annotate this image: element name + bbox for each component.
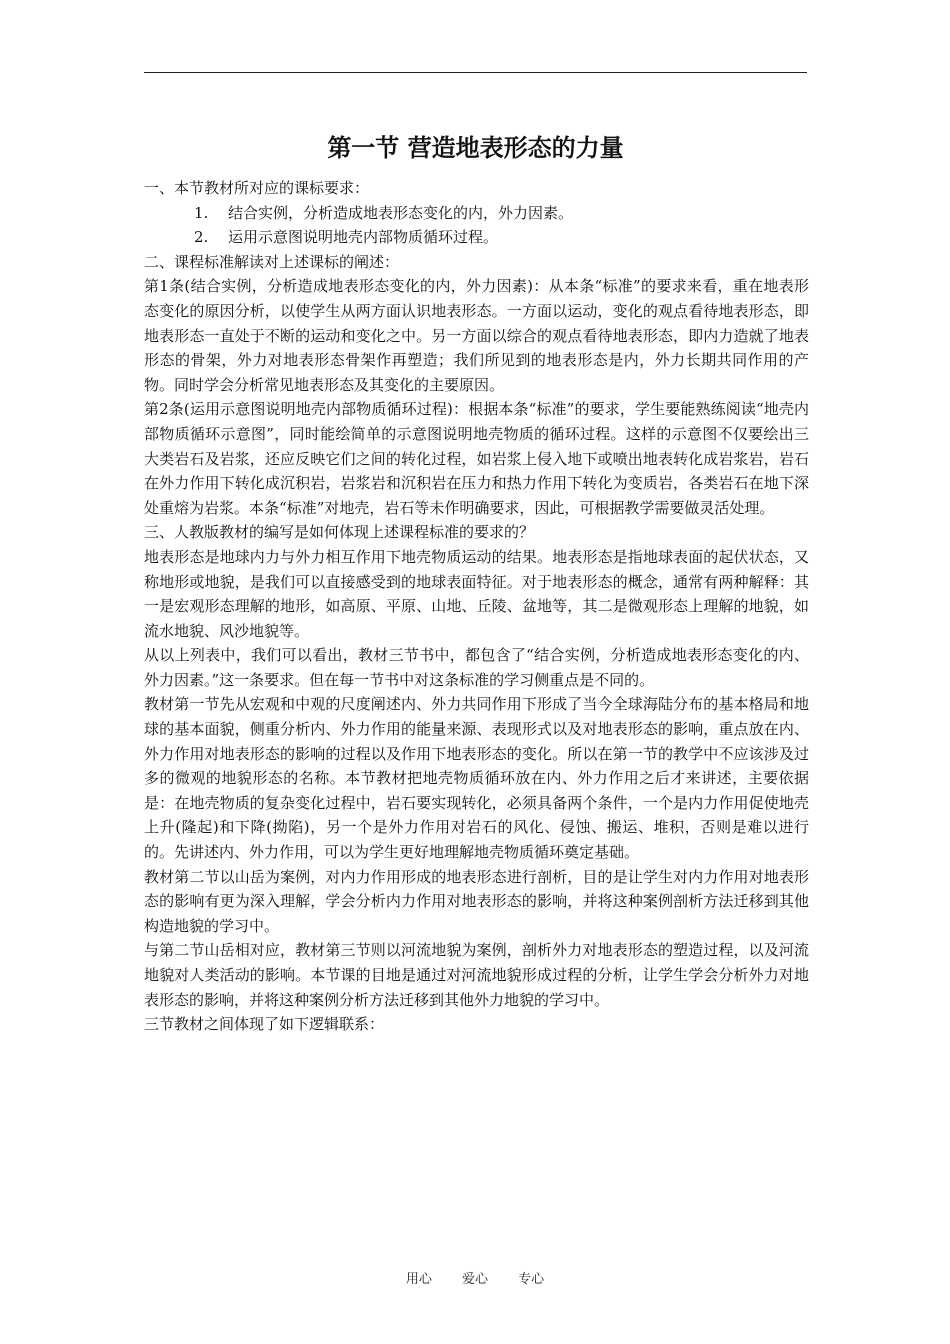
paragraph-standard-2: 第2条(运用示意图说明地壳内部物质循环过程)：根据本条“标准”的要求，学生要能熟练阅读“地壳内部物质循环示意图”，同时能绘简单的示意图说明地壳物质的循环过程。这样的示意图不仅要绘出三大类岩石及岩浆，还应反映它们之间的转化过程，如岩浆上侵入地下或喷出地表转化成岩浆岩，岩石在外力作用下转化成沉积岩，岩浆岩和沉积岩在压力和热力作用下转化为变质岩，各类岩石在地下深处重熔为岩浆。本条“标准”对地壳，岩石等未作明确要求，因此，可根据教学需要做灵活处理。 (144, 400, 809, 517)
paragraph-section-three: 与第二节山岳相对应，教材第三节则以河流地貌为案例，剖析外力对地表形态的塑造过程，以及河流地貌对人类活动的影响。本节课的目地是通过对河流地貌形成过程的分析，让学生学会分析外力对地表形态的影响，并将这种案例分析方法迁移到其他外力地貌的学习中。 (144, 941, 809, 1009)
page-title: 第一节 营造地表形态的力量 (327, 134, 624, 162)
paragraph-section-one: 教材第一节先从宏观和中观的尺度阐述内、外力共同作用下形成了当今全球海陆分布的基本格局和地球的基本面貌，侧重分析内、外力作用的能量来源、表现形式以及对地表形态的影响，重点放在内、外力作用对地表形态的影响的过程以及作用下地表形态的变化。所以在第一节的教学中不应该涉及过多的微观的地貌形态的名称。本节教材把地壳物质循环放在内、外力作用之后才来讲述，主要依据是：在地壳物质的复杂变化过程中，岩石要实现转化，必须具备两个条件，一个是内力作用促使地壳上升(隆起)和下降(拗陷)，另一个是外力作用对岩石的风化、侵蚀、搬运、堆积，否则是难以进行的。先讲述内、外力作用，可以为学生更好地理解地壳物质循环奠定基础。 (144, 695, 809, 862)
requirement-number-2: 2. (194, 228, 209, 247)
document-body (144, 176, 809, 1037)
paragraph-logic-intro: 三节教材之间体现了如下逻辑联系： (144, 1015, 385, 1034)
requirement-text-1: 结合实例，分析造成地表形态变化的内，外力因素。 (228, 203, 574, 222)
requirement-item-2 (144, 225, 809, 250)
paragraph-section-two: 教材第二节以山岳为案例，对内力作用形成的地表形态进行剖析，目的是让学生对内力作用对地表形态的影响有更为深入理解，学会分析内力作用对地表形态的影响，并将这种案例剖析方法迁移到其他构造地貌的学习中。 (144, 867, 809, 935)
footer-word-2: 爱心 (461, 1272, 488, 1287)
section-heading-3: 三、人教版教材的编写是如何体现上述课程标准的要求的？ (144, 523, 535, 542)
paragraph-standard-1: 第1条(结合实例，分析造成地表形态变化的内，外力因素)：从本条“标准”的要求来看，重在地表形态变化的原因分析，以使学生从两方面认识地表形态。一方面以运动，变化的观点看待地表形态，即地表形态一直处于不断的运动和变化之中。另一方面以综合的观点看待地表形态，即内力造就了地表形态的骨架，外力对地表形态骨架作再塑造；我们所见到的地表形态是内，外力长期共同作用的产物。同时学会分析常见地表形态及其变化的主要原因。 (144, 277, 809, 394)
paragraph-landform-definition: 地表形态是地球内力与外力相互作用下地壳物质运动的结果。地表形态是指地球表面的起伏状态，又称地形或地貌，是我们可以直接感受到的地球表面特征。对于地表形态的概念，通常有两种解释：其一是宏观形态理解的地形，如高原、平原、山地、丘陵、盆地等，其二是微观形态上理解的地貌，如流水地貌、风沙地貌等。 (144, 547, 809, 640)
requirement-text-2: 运用示意图说明地壳内部物质循环过程。 (228, 228, 499, 247)
footer-word-3: 专心 (518, 1272, 545, 1287)
section-heading-1: 一、本节教材所对应的课标要求： (144, 179, 370, 197)
page-footer (0, 1272, 950, 1288)
paragraph-table-summary: 从以上列表中，我们可以看出，教材三节书中，都包含了“结合实例，分析造成地表形态变化的内、外力因素。”这一条要求。但在每一节书中对这条标准的学习侧重点是不同的。 (144, 646, 809, 689)
requirement-item-1 (144, 201, 809, 226)
section-heading-2: 二、课程标准解读对上述课标的阐述： (144, 252, 400, 271)
header-rule (144, 72, 807, 73)
footer-word-1: 用心 (405, 1272, 432, 1287)
requirement-number-1: 1. (194, 203, 209, 222)
